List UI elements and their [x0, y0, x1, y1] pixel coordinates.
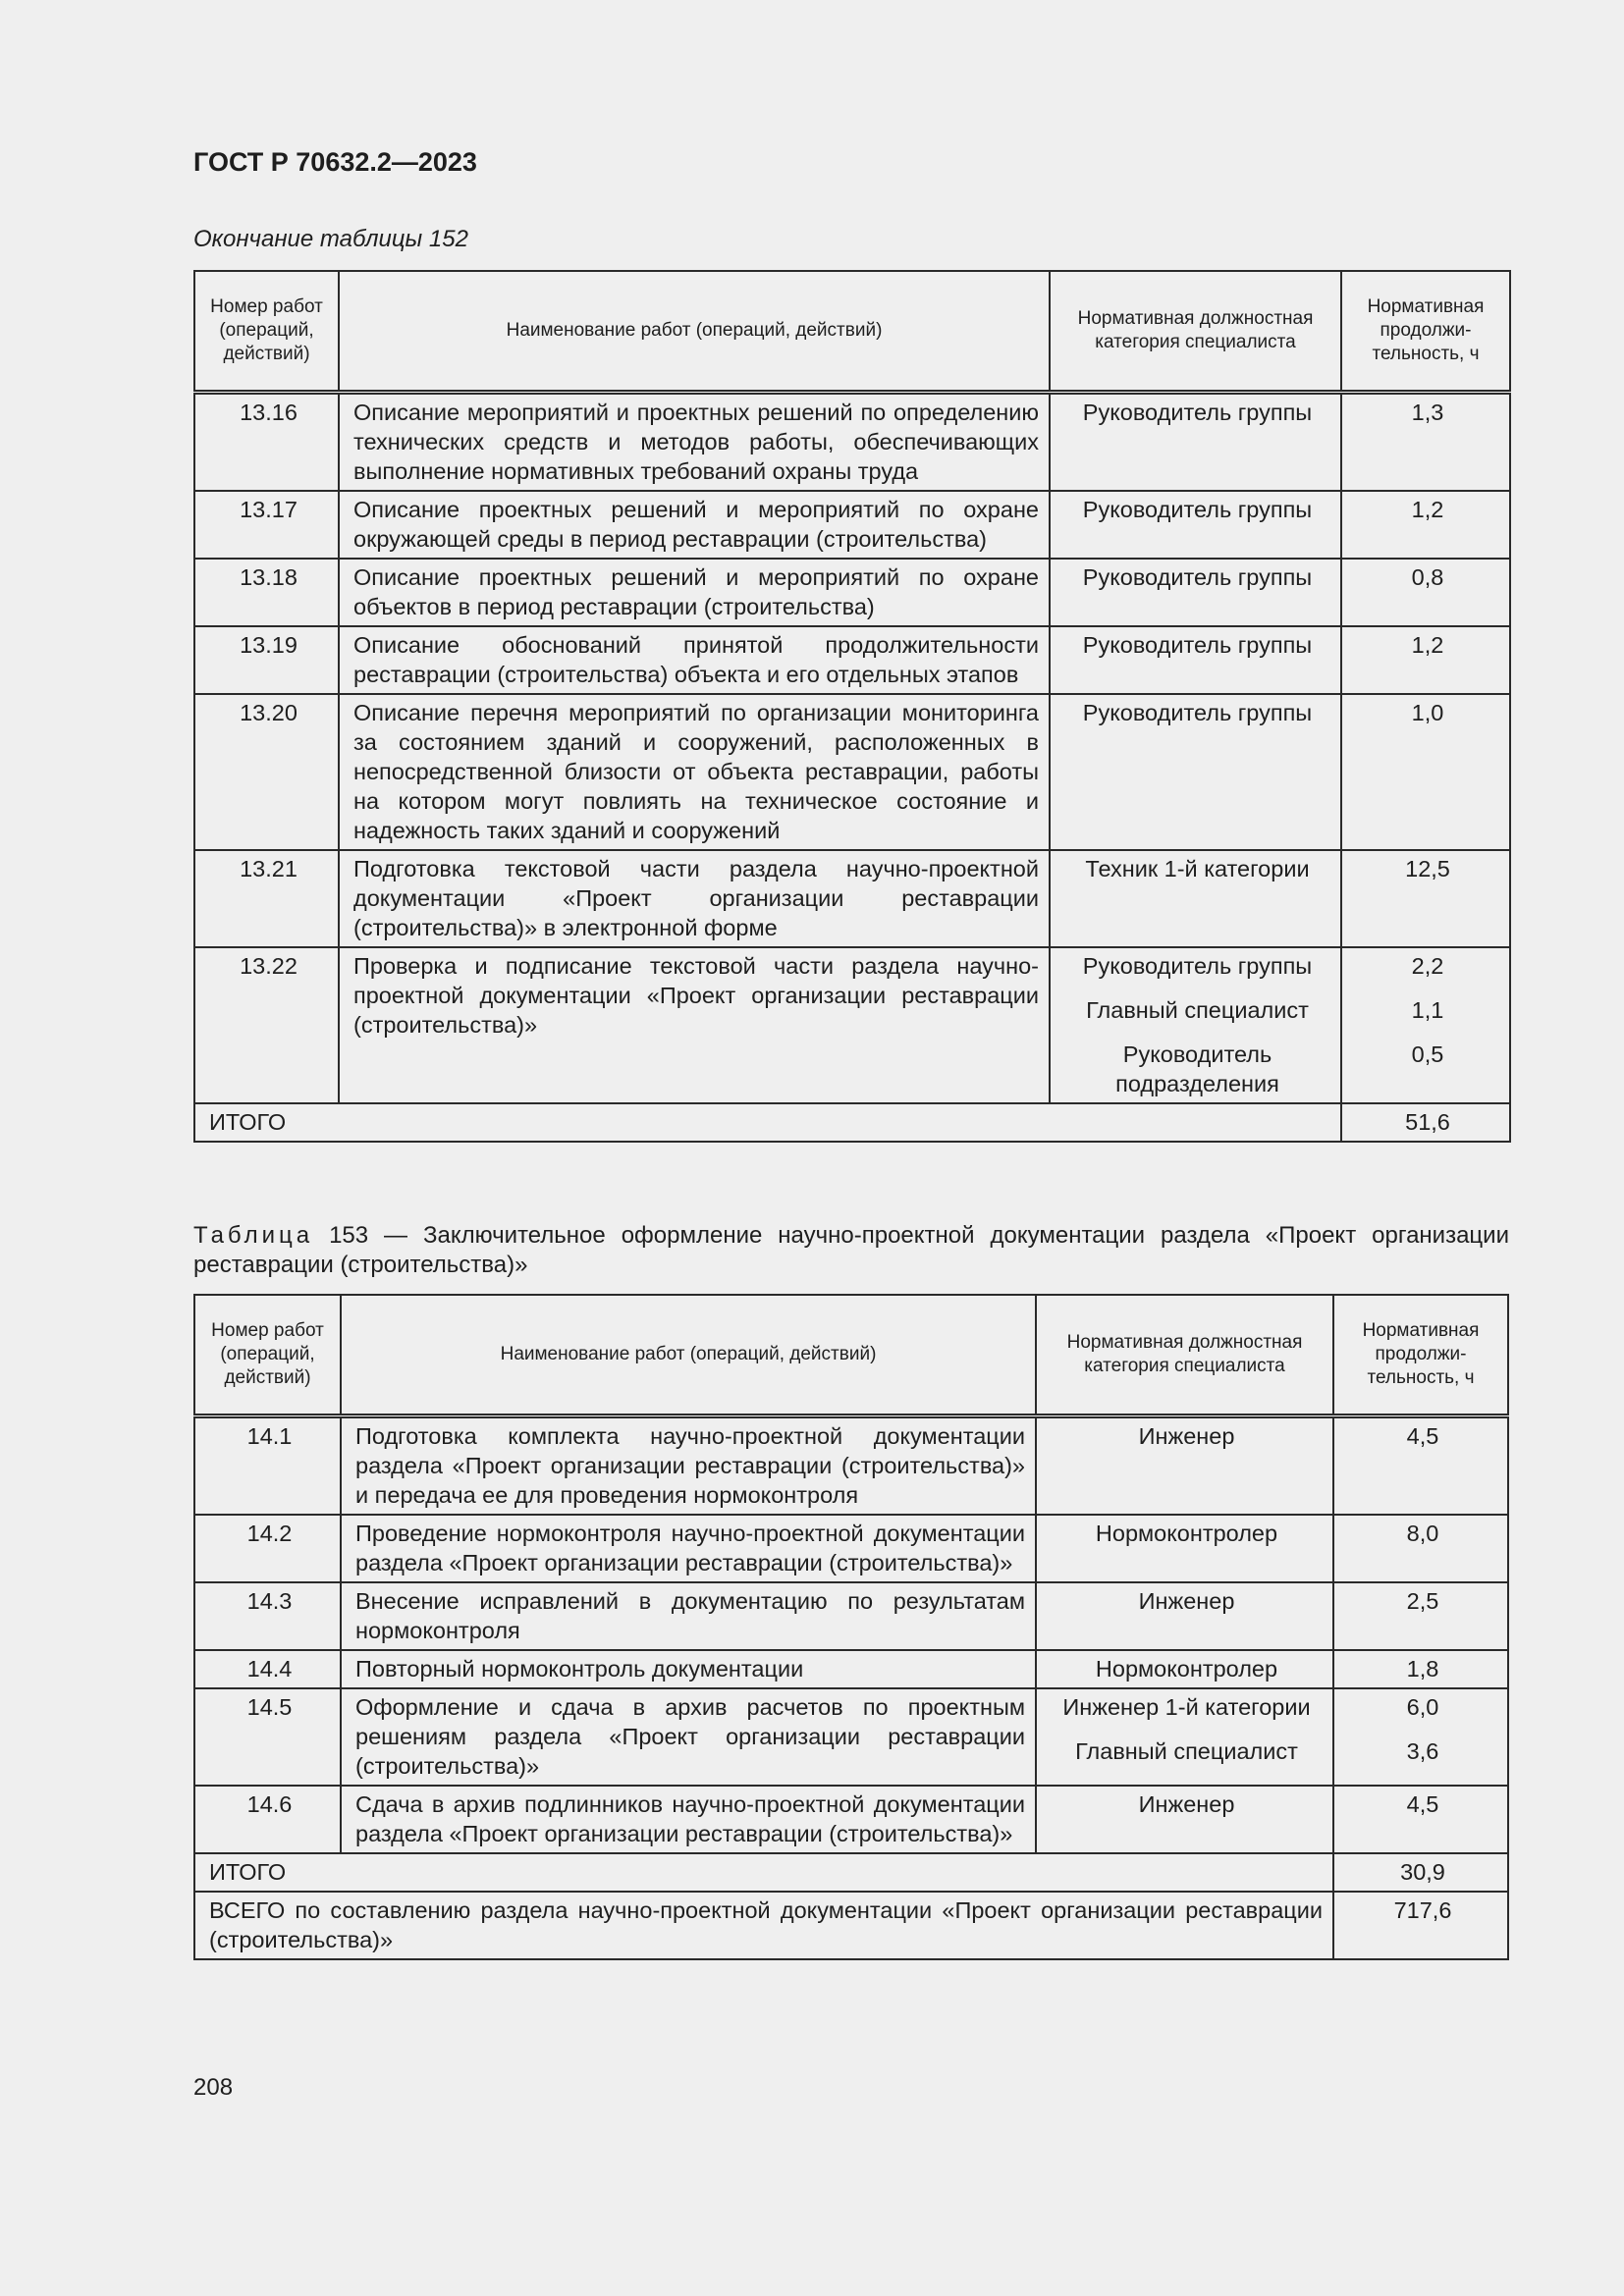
specialist-category-cell	[1036, 1582, 1333, 1650]
work-number-cell: 13.17	[194, 491, 339, 559]
page-number: 208	[193, 2074, 234, 2101]
specialist-category-cell	[1050, 947, 1341, 1103]
specialist-category: Инженер	[1138, 1422, 1235, 1449]
work-name-cell: Сдача в архив подлинников научно-проектной документации раздела «Проект организации реставрации (строительства)»	[341, 1786, 1036, 1853]
duration-cell	[1341, 491, 1510, 559]
column-header-name: Наименование работ (операций, действий)	[339, 271, 1050, 392]
specialist-category: Инженер	[1138, 1790, 1235, 1817]
duration-cell	[1341, 694, 1510, 850]
table-row	[194, 1515, 1508, 1582]
specialist-category-cell	[1050, 392, 1341, 491]
grand-total-value: 717,6	[1333, 1892, 1508, 1959]
table-row	[194, 1415, 1508, 1515]
table-row	[194, 392, 1510, 491]
table-header-row	[194, 271, 1510, 392]
table-row	[194, 1582, 1508, 1650]
duration-value: 2,2	[1411, 952, 1444, 979]
table-row	[194, 1650, 1508, 1688]
specialist-category-cell	[1036, 1786, 1333, 1853]
table-row	[194, 626, 1510, 694]
specialist-category-cell	[1036, 1415, 1333, 1515]
work-number-cell: 13.18	[194, 559, 339, 626]
specialist-category: Нормоконтролер	[1095, 1655, 1278, 1682]
column-header-duration: Нормативная продолжи-тельность, ч	[1341, 271, 1510, 392]
column-header-name: Наименование работ (операций, действий)	[341, 1295, 1036, 1415]
specialist-category: Руководитель подразделения	[1115, 1041, 1279, 1096]
table-153	[193, 1294, 1509, 1960]
specialist-category-cell	[1050, 559, 1341, 626]
column-header-category: Нормативная должностная категория специалиста	[1050, 271, 1341, 392]
specialist-category: Главный специалист	[1086, 996, 1309, 1023]
work-number-cell: 13.22	[194, 947, 339, 1103]
duration-cell	[1341, 392, 1510, 491]
table-row	[194, 1688, 1508, 1786]
work-number-cell: 13.20	[194, 694, 339, 850]
work-number-cell: 14.1	[194, 1415, 341, 1515]
specialist-category: Руководитель группы	[1082, 699, 1313, 725]
table-152	[193, 270, 1511, 1143]
work-number-cell: 14.6	[194, 1786, 341, 1853]
specialist-category: Инженер 1-й категории	[1062, 1693, 1311, 1720]
column-header-duration: Нормативная продолжи-тельность, ч	[1333, 1295, 1508, 1415]
duration-value: 1,0	[1411, 699, 1444, 725]
duration-value: 1,1	[1411, 996, 1444, 1023]
specialist-category-cell	[1050, 626, 1341, 694]
duration-cell	[1341, 559, 1510, 626]
duration-cell	[1333, 1415, 1508, 1515]
specialist-category: Руководитель группы	[1082, 952, 1313, 979]
duration-cell	[1341, 626, 1510, 694]
work-name-cell: Проведение нормоконтроля научно-проектной документации раздела «Проект организации реставрации (строительства)»	[341, 1515, 1036, 1582]
duration-cell	[1333, 1688, 1508, 1786]
table-header-row	[194, 1295, 1508, 1415]
duration-value: 1,3	[1411, 399, 1444, 425]
work-number-cell: 13.16	[194, 392, 339, 491]
work-name-cell: Оформление и сдача в архив расчетов по проектным решениям раздела «Проект организации реставрации (строительства)»	[341, 1688, 1036, 1786]
table-row	[194, 947, 1510, 1103]
work-number-cell: 13.21	[194, 850, 339, 947]
specialist-category: Руководитель группы	[1082, 631, 1313, 658]
specialist-category-cell	[1050, 850, 1341, 947]
work-name-cell: Описание мероприятий и проектных решений по определению технических средств и методов работы, обеспечивающих выполнение нормативных требований охраны труда	[339, 392, 1050, 491]
column-header-number: Номер работ (операций, действий)	[194, 271, 339, 392]
specialist-category: Главный специалист	[1075, 1737, 1298, 1764]
duration-value: 4,5	[1406, 1422, 1439, 1449]
work-name-cell: Описание перечня мероприятий по организации мониторинга за состоянием зданий и сооружений, расположенных в непосредственной близости от объекта реставрации, работы на котором могут повлиять на техническое состояние и надежность таких зданий и сооружений	[339, 694, 1050, 850]
table-row	[194, 491, 1510, 559]
duration-value: 4,5	[1406, 1790, 1439, 1817]
duration-value: 2,5	[1406, 1587, 1439, 1614]
specialist-category: Инженер	[1138, 1587, 1235, 1614]
work-number-cell: 14.5	[194, 1688, 341, 1786]
table-row	[194, 1786, 1508, 1853]
duration-cell	[1333, 1650, 1508, 1688]
work-name-cell: Описание проектных решений и мероприятий по охране объектов в период реставрации (строительства)	[339, 559, 1050, 626]
specialist-category: Нормоконтролер	[1095, 1520, 1278, 1546]
table-153-caption-prefix: Таблица	[193, 1222, 314, 1249]
work-name-cell: Повторный нормоконтроль документации	[341, 1650, 1036, 1688]
total-row	[194, 1103, 1510, 1142]
duration-value: 8,0	[1406, 1520, 1439, 1546]
table-row	[194, 694, 1510, 850]
grand-total-row	[194, 1892, 1508, 1959]
duration-cell	[1333, 1786, 1508, 1853]
work-number-cell: 13.19	[194, 626, 339, 694]
duration-cell	[1341, 947, 1510, 1103]
work-name-cell: Описание обоснований принятой продолжительности реставрации (строительства) объекта и его отдельных этапов	[339, 626, 1050, 694]
work-number-cell: 14.4	[194, 1650, 341, 1688]
work-number-cell: 14.2	[194, 1515, 341, 1582]
table-152-continuation-label: Окончание таблицы 152	[193, 226, 468, 252]
work-name-cell: Внесение исправлений в документацию по результатам нормоконтроля	[341, 1582, 1036, 1650]
specialist-category-cell	[1036, 1688, 1333, 1786]
duration-value: 6,0	[1406, 1693, 1439, 1720]
specialist-category-cell	[1050, 491, 1341, 559]
specialist-category: Техник 1-й категории	[1085, 855, 1310, 881]
specialist-category: Руководитель группы	[1082, 563, 1313, 590]
table-row	[194, 559, 1510, 626]
duration-value: 0,5	[1411, 1041, 1444, 1067]
work-name-cell: Подготовка текстовой части раздела научно-проектной документации «Проект организации реставрации (строительства)» в электронной форме	[339, 850, 1050, 947]
work-number-cell: 14.3	[194, 1582, 341, 1650]
table-row	[194, 850, 1510, 947]
work-name-cell: Подготовка комплекта научно-проектной документации раздела «Проект организации реставрации (строительства)» и передача ее для проведения нормоконтроля	[341, 1415, 1036, 1515]
duration-cell	[1333, 1515, 1508, 1582]
specialist-category: Руководитель группы	[1082, 496, 1313, 522]
table-153-caption	[193, 1221, 1509, 1280]
column-header-category: Нормативная должностная категория специалиста	[1036, 1295, 1333, 1415]
total-label: ИТОГО	[194, 1853, 1333, 1892]
duration-value: 1,2	[1411, 631, 1444, 658]
specialist-category-cell	[1050, 694, 1341, 850]
duration-value: 0,8	[1411, 563, 1444, 590]
total-label: ИТОГО	[194, 1103, 1341, 1142]
duration-value: 12,5	[1405, 855, 1450, 881]
duration-value: 1,2	[1411, 496, 1444, 522]
grand-total-label: ВСЕГО по составлению раздела научно-проектной документации «Проект организации реставрации (строительства)»	[194, 1892, 1333, 1959]
duration-cell	[1333, 1582, 1508, 1650]
duration-value: 1,8	[1406, 1655, 1439, 1682]
table-153-caption-text: 153 — Заключительное оформление научно-проектной документации раздела «Проект организации реставрации (строительства)»	[193, 1222, 1509, 1278]
total-value: 51,6	[1341, 1103, 1510, 1142]
specialist-category: Руководитель группы	[1082, 399, 1313, 425]
duration-value: 3,6	[1406, 1737, 1439, 1764]
total-row	[194, 1853, 1508, 1892]
document-standard-title: ГОСТ Р 70632.2—2023	[193, 147, 477, 177]
duration-cell	[1341, 850, 1510, 947]
work-name-cell: Проверка и подписание текстовой части раздела научно-проектной документации «Проект организации реставрации (строительства)»	[339, 947, 1050, 1103]
specialist-category-cell	[1036, 1650, 1333, 1688]
work-name-cell: Описание проектных решений и мероприятий по охране окружающей среды в период реставрации (строительства)	[339, 491, 1050, 559]
specialist-category-cell	[1036, 1515, 1333, 1582]
total-value: 30,9	[1333, 1853, 1508, 1892]
column-header-number: Номер работ (операций, действий)	[194, 1295, 341, 1415]
